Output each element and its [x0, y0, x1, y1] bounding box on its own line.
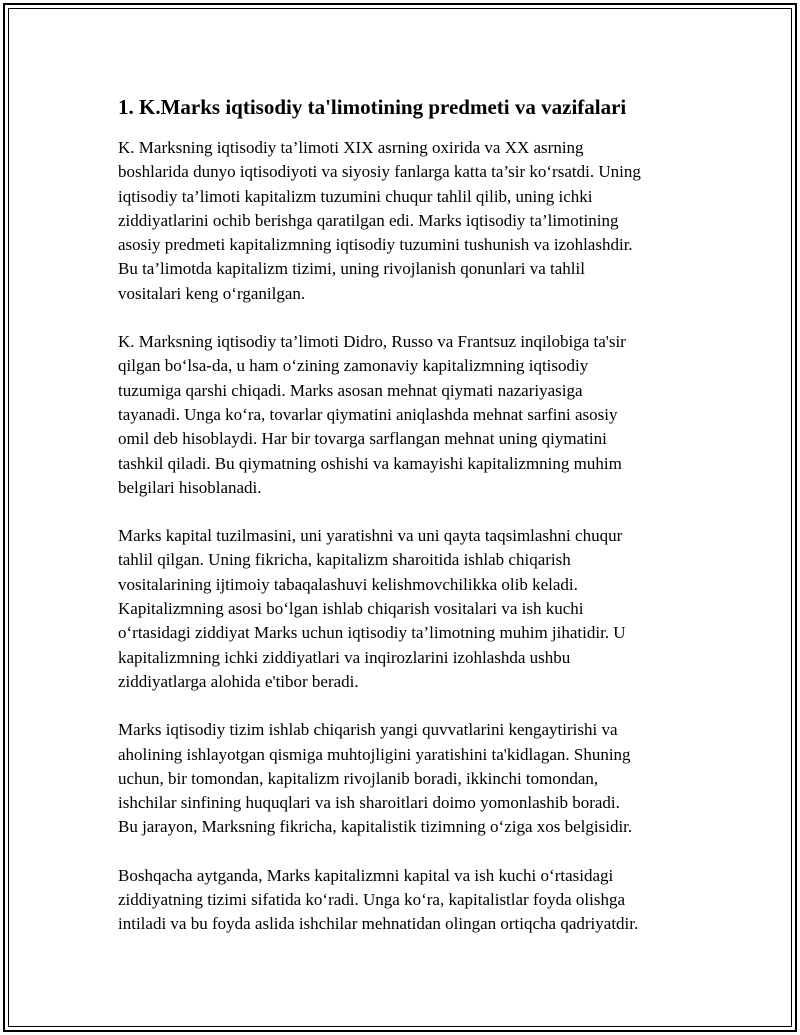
document-body	[118, 92, 690, 961]
paragraph-3: Marks kapital tuzilmasini, uni yaratishni va uni qayta taqsimlashni chuqur tahlil qilgan. Uning fikricha, kapitalizm sharoitida ishlab chiqarish vositalarining ijtimoiy tabaqalashuvi kelishmovchilikka olib keladi. Kapitalizmning asosi bo‘lgan ishlab chiqarish vositalari va ish kuchi o‘rtasidagi ziddiyat Marks uchun iqtisodiy ta’limotning muhim jihatidir. U kapitalizmning ichki ziddiyatlari va inqirozlarini izohlashda ushbu ziddiyatlarga alohida e'tibor beradi.	[118, 526, 626, 691]
paragraph-4: Marks iqtisodiy tizim ishlab chiqarish yangi quvvatlarini kengaytirishi va aholining ishlayotgan qismiga muhtojligini yaratishini ta'kidlagan. Shuning uchun, bir tomondan, kapitalizm rivojlanib boradi, ikkinchi tomondan, ishchilar sinfining huquqlari va ish sharoitlari doimo yomonlashib boradi. Bu jarayon, Marksning fikricha, kapitalistik tizimning o‘ziga xos belgisidir.	[118, 720, 633, 837]
paragraph-5: Boshqacha aytganda, Marks kapitalizmni kapital va ish kuchi o‘rtasidagi ziddiyatning tizimi sifatida ko‘radi. Unga ko‘ra, kapitalistlar foyda olishga intiladi va bu foyda aslida ishchilar mehnatidan olingan ortiqcha qadriyatdir.	[118, 865, 639, 934]
section-heading: 1. K.Marks iqtisodiy ta'limotining predmeti va vazifalari	[118, 95, 627, 119]
paragraph-1: K. Marksning iqtisodiy ta’limoti XIX asrning oxirida va XX asrning boshlarida dunyo iqtisodiyoti va siyosiy fanlarga katta ta’sir ko‘rsatdi. Uning iqtisodiy ta’limoti kapitalizm tuzumini chuqur tahlil qilib, uning ichki ziddiyatlarini ochib berishga qaratilgan edi. Marks iqtisodiy ta’limotining asosiy predmeti kapitalizmning iqtisodiy tuzumini tushunish va izohlashdir. Bu ta’limotda kapitalizm tizimi, uning rivojlanish qonunlari va tahlil vositalari keng o‘rganilgan.	[118, 138, 641, 303]
paragraph-2: K. Marksning iqtisodiy ta’limoti Didro, Russo va Frantsuz inqilobiga ta'sir qilgan bo‘lsa-da, u ham o‘zining zamonaviy kapitalizmning iqtisodiy tuzumiga qarshi chiqadi. Marks asosan mehnat qiymati nazariyasiga tayanadi. Unga ko‘ra, tovarlar qiymatini aniqlashda mehnat sarfini asosiy omil deb hisoblaydi. Har bir tovarga sarflangan mehnat uning qiymatini tashkil qiladi. Bu qiymatning oshishi va kamayishi kapitalizmning muhim belgilari hisoblanadi.	[118, 332, 626, 497]
